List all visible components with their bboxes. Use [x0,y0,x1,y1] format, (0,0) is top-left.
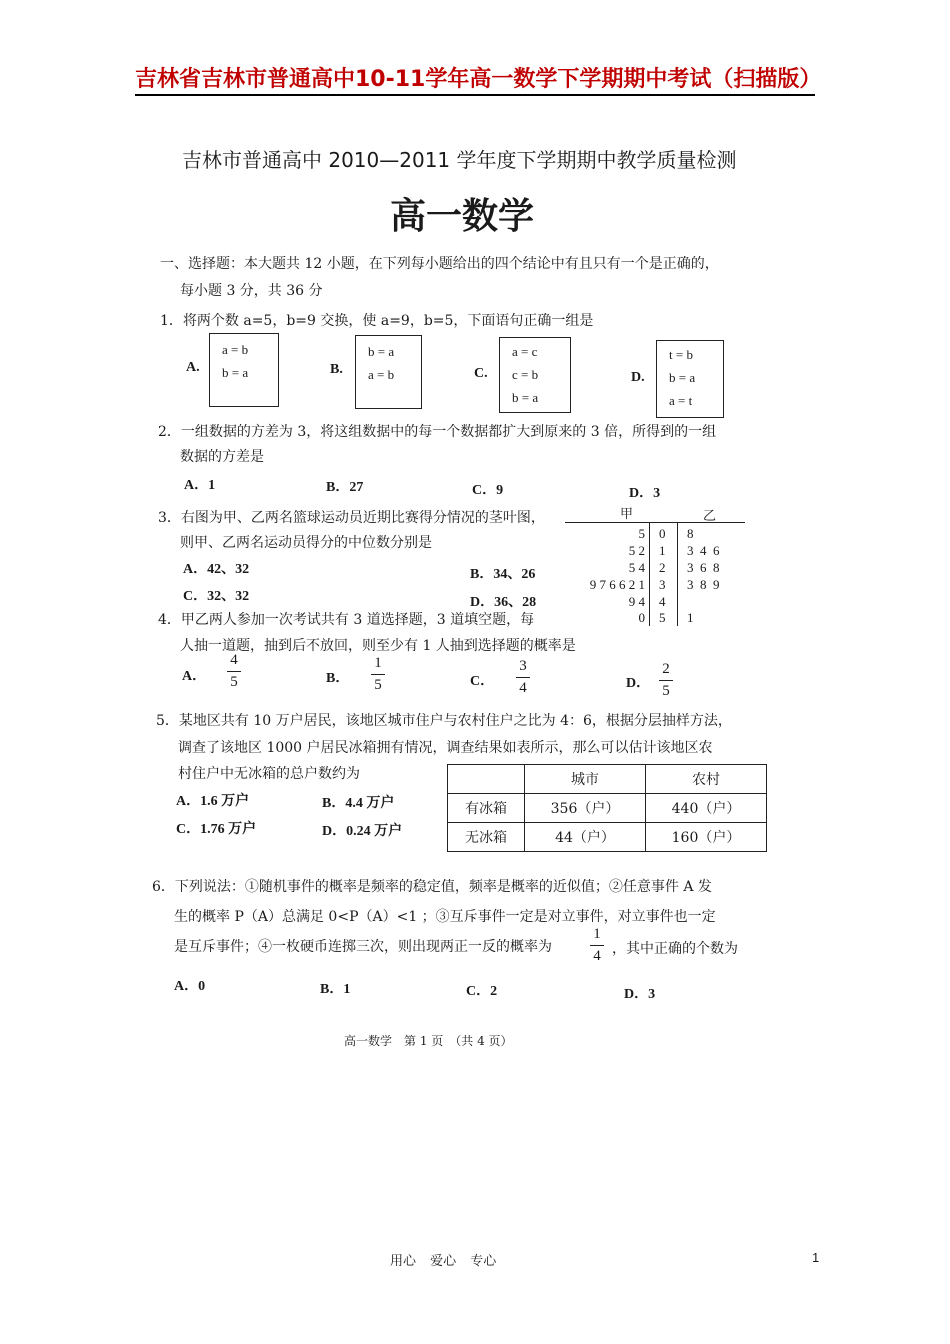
exam-page-footer: 高一数学 第 1 页 （共 4 页） [344,1034,513,1048]
q4-option-d-label: D． [626,676,651,691]
code-line: a = b [368,367,395,382]
question-6-line2: 生的概率 P（A）总满足 0<P（A）<1 ；③互斥事件一定是对立事件，对立事件也一定 [174,909,716,925]
code-line: t = b [669,347,693,362]
fraction-denominator: 5 [662,683,670,699]
code-line: a = t [669,393,693,408]
stemleaf-right-leaves: 1 [687,610,694,625]
q1-option-b-code [355,335,422,409]
page-number: 1 [812,1250,820,1265]
table-header-row [448,765,767,794]
stemleaf-right-leaves: 8 [687,526,694,541]
stemleaf-left-leaves: 5 [638,526,645,541]
question-3-stem-line1: 3．右图为甲、乙两名篮球运动员近期比赛得分情况的茎叶图， [158,510,545,526]
table-cell: 440（户） [646,794,767,823]
stemleaf-divider-right [677,522,678,626]
stemleaf-left-leaves: 9 7 6 6 2 1 [589,577,645,592]
section-instructions-line2: 每小题 3 分，共 36 分 [180,283,323,299]
fraction-bar [590,945,604,946]
footer-motto: 用心 爱心 专心 [390,1254,497,1269]
q5-option-a: A．1.6 万户 [176,794,250,809]
table-header-cell: 农村 [646,765,767,794]
refrigerator-survey-table [447,764,767,852]
q4-option-d-fraction [659,661,673,700]
q6-option-d: D．3 [624,987,656,1002]
q1-option-c-label: C. [474,366,488,381]
stemleaf-stem: 3 [659,577,666,592]
q4-option-a-label: A． [182,669,207,684]
table-row [448,794,767,823]
table-header-cell: 城市 [525,765,646,794]
question-6-line3b: ，其中正确的个数为 [612,941,738,957]
q5-option-b: B．4.4 万户 [322,796,395,811]
stemleaf-stem: 5 [659,610,666,625]
stemleaf-right-leaves: 3 4 6 [687,543,720,558]
question-5-stem-line3: 村住户中无冰箱的总户数约为 [178,766,360,782]
q6-inline-fraction [590,926,604,965]
q1-option-b-label: B. [330,362,343,377]
question-4-stem-line1: 4．甲乙两人参加一次考试共有 3 道选择题，3 道填空题，每 [158,612,535,628]
code-line: a = b [222,342,249,357]
stemleaf-left-leaves: 9 4 [628,594,645,609]
fraction-numerator: 2 [662,661,670,677]
fraction-bar [659,680,673,681]
q1-option-d-code [656,340,724,418]
table-cell: 160（户） [646,823,767,852]
code-line: c = b [512,367,539,382]
stemleaf-left-leaves: 5 4 [628,560,645,575]
stemleaf-left-leaves: 5 2 [628,543,645,558]
fraction-bar [371,674,385,675]
q2-option-a: A．1 [184,478,216,493]
q1-option-a-label: A. [186,360,200,375]
q6-option-a: A．0 [174,979,206,994]
question-5-stem-line2: 调查了该地区 1000 户居民冰箱拥有情况，调查结果如表所示，那么可以估计该地区农 [178,740,713,756]
code-line: b = a [368,344,395,359]
fraction-numerator: 4 [230,652,238,668]
fraction-denominator: 4 [519,680,527,696]
table-cell: 44（户） [525,823,646,852]
q4-option-c-fraction [516,658,530,697]
q4-option-a-fraction [227,652,241,691]
q3-option-a: A．42、32 [183,562,250,577]
q3-option-b: B．34、26 [470,567,536,582]
q6-option-b: B．1 [320,982,351,997]
fraction-denominator: 4 [593,948,601,964]
question-5-stem-line1: 5．某地区共有 10 万户居民，该地区城市住户与农村住户之比为 4：6，根据分层抽样方法， [156,713,732,729]
section-instructions-line1: 一、选择题：本大题共 12 小题，在下列每小题给出的四个结论中有且只有一个是正确的， [160,256,719,272]
stemleaf-left-header: 甲 [620,506,634,521]
stemleaf-right-leaves: 3 8 9 [687,577,720,592]
stemleaf-header-rule [565,522,745,523]
q5-option-d: D．0.24 万户 [322,824,403,839]
q2-option-b: B．27 [326,480,364,495]
document-banner-title: 吉林省吉林市普通高中10-11学年高一数学下学期期中考试（扫描版） [135,67,822,92]
q6-option-c: C．2 [466,984,498,999]
table-row [448,823,767,852]
q3-option-d: D．36、28 [470,595,537,610]
fraction-denominator: 5 [374,677,382,693]
q1-option-c-code [499,337,571,413]
fraction-denominator: 5 [230,674,238,690]
stemleaf-stem: 2 [659,560,666,575]
fraction-bar [227,671,241,672]
stemleaf-right-header: 乙 [703,508,717,523]
stemleaf-stem: 0 [659,526,666,541]
q4-option-b-label: B． [326,671,350,686]
q1-option-d-label: D. [631,370,645,385]
fraction-numerator: 1 [374,655,382,671]
q4-option-b-fraction [371,655,385,694]
stemleaf-left-leaves: 0 [638,610,645,625]
stemleaf-right-leaves: 3 6 8 [687,560,720,575]
code-line: b = a [512,390,539,405]
banner-underline [135,94,815,96]
q3-option-c: C．32、32 [183,589,250,604]
q2-option-c: C．9 [472,483,504,498]
question-4-stem-line2: 人抽一道题，抽到后不放回，则至少有 1 人抽到选择题的概率是 [180,638,576,654]
fraction-bar [516,677,530,678]
q1-option-a-code [209,333,279,407]
fraction-numerator: 1 [593,926,601,942]
question-6-line1: 6．下列说法：①随机事件的概率是频率的稳定值，频率是概率的近似值；②任意事件 A 发 [152,879,712,895]
question-6-line3a: 是互斥事件；④一枚硬币连掷三次，则出现两正一反的概率为 [174,939,552,955]
stemleaf-stem: 4 [659,594,666,609]
subject-title: 高一数学 [390,195,535,237]
q4-option-c-label: C． [470,674,495,689]
q5-option-c: C．1.76 万户 [176,822,257,837]
exam-header: 吉林市普通高中 2010—2011 学年度下学期期中教学质量检测 [182,148,737,172]
code-line: a = c [512,344,538,359]
question-3-stem-line2: 则甲、乙两名运动员得分的中位数分别是 [180,535,432,551]
stemleaf-stem: 1 [659,543,666,558]
table-cell: 无冰箱 [448,823,525,852]
question-2-stem-line1: 2．一组数据的方差为 3，将这组数据中的每一个数据都扩大到原来的 3 倍，所得到的一组 [158,424,717,440]
code-line: b = a [669,370,696,385]
question-1-stem: 1．将两个数 a=5，b=9 交换，使 a=9，b=5，下面语句正确一组是 [160,313,594,329]
code-line: b = a [222,365,249,380]
table-cell: 有冰箱 [448,794,525,823]
table-header-cell [448,765,525,794]
fraction-numerator: 3 [519,658,527,674]
question-2-stem-line2: 数据的方差是 [180,449,264,465]
table-cell: 356（户） [525,794,646,823]
stemleaf-divider-left [649,522,650,626]
stem-and-leaf-plot [565,505,745,625]
q2-option-d: D．3 [629,486,661,501]
